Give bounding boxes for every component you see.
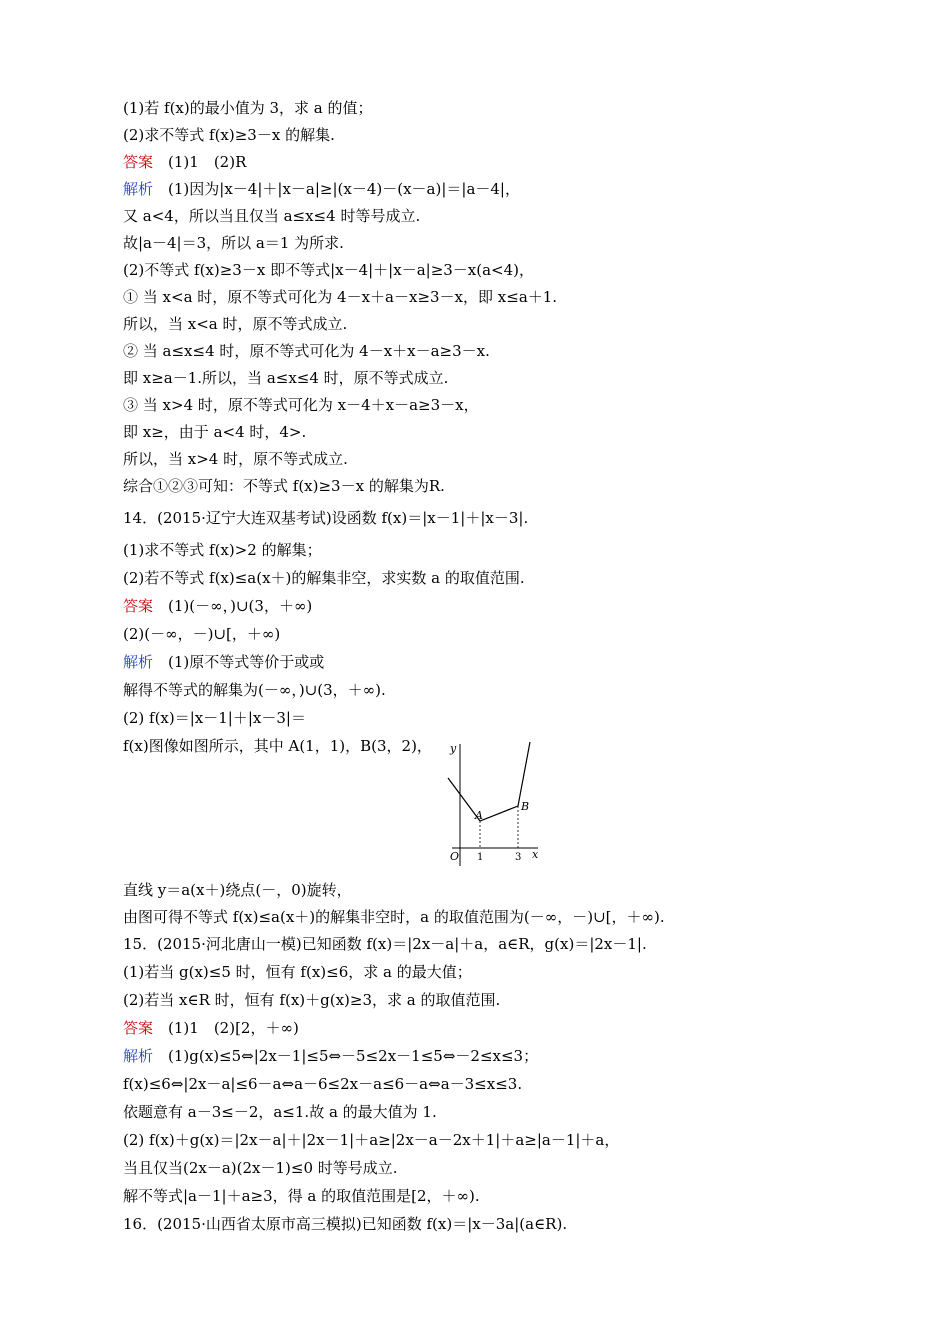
text-line: (2)求不等式 f(x)≥3－x 的解集. — [123, 126, 335, 144]
text-line: (2)不等式 f(x)≥3－x 即不等式|x－4|＋|x－a|≥3－x(a<4)， — [123, 261, 535, 279]
explanation-text: (1)原不等式等价于或或 — [168, 653, 325, 671]
text-line: (1)若当 g(x)≤5 时，恒有 f(x)≤6，求 a 的最大值； — [123, 963, 472, 981]
explanation-label: 解析 — [123, 653, 154, 671]
answer-text: (1)1 (2)R — [168, 153, 247, 171]
explanation-line — [123, 1046, 538, 1066]
answer-line — [123, 152, 246, 172]
text-line: 又 a<4，所以当且仅当 a≤x≤4 时等号成立. — [123, 207, 421, 225]
tick-3: 3 — [515, 852, 522, 863]
y-label: y — [450, 742, 457, 755]
text-line: 由图可得不等式 f(x)≤a(x＋)的解集非空时，a 的取值范围为(－∞，－)∪[，＋∞). — [123, 908, 665, 926]
text-line: 解不等式|a－1|＋a≥3，得 a 的取值范围是[2，＋∞). — [123, 1187, 480, 1205]
answer-text: (1)(－∞，)∪(3，＋∞) — [168, 597, 313, 615]
answer-label: 答案 — [123, 597, 154, 615]
answer-line — [123, 596, 312, 616]
explanation-line — [123, 652, 324, 672]
text-line: f(x)图像如图所示，其中 A(1，1)，B(3，2)， — [123, 737, 432, 755]
text-line: 故|a－4|＝3，所以 a＝1 为所求. — [123, 234, 344, 252]
explanation-text: (1)因为|x－4|＋|x－a|≥|(x－4)－(x－a)|＝|a－4|， — [168, 180, 520, 198]
text-line: 解得不等式的解集为(－∞，)∪(3，＋∞). — [123, 681, 386, 699]
answer-line — [123, 1018, 299, 1038]
answer-text: (1)1 (2)[2，＋∞) — [168, 1019, 299, 1037]
text-line: (1)若 f(x)的最小值为 3，求 a 的值； — [123, 99, 373, 117]
question-16: 16．(2015·山西省太原市高三模拟)已知函数 f(x)＝|x－3a|(a∈R). — [123, 1215, 568, 1233]
text-line: 直线 y＝a(x＋)绕点(－，0)旋转， — [123, 881, 352, 899]
question-14: 14．(2015·辽宁大连双基考试)设函数 f(x)＝|x－1|＋|x－3|. — [123, 509, 529, 527]
tick-1: 1 — [477, 852, 484, 863]
explanation-label: 解析 — [123, 1047, 154, 1065]
explanation-line — [123, 179, 520, 199]
text-line: (2) f(x)＋g(x)＝|2x－a|＋|2x－1|＋a≥|2x－a－2x＋1|＋a≥|a－1|＋a， — [123, 1131, 620, 1149]
text-line: (2)(－∞，－)∪[，＋∞) — [123, 625, 281, 643]
explanation-label: 解析 — [123, 180, 154, 198]
text-line: ② 当 a≤x≤4 时，原不等式可化为 4－x＋x－a≥3－x. — [123, 342, 490, 360]
text-line: (2) f(x)＝|x－1|＋|x－3|＝ — [123, 709, 306, 727]
explanation-text: (1)g(x)≤5⇔|2x－1|≤5⇔－5≤2x－1≤5⇔－2≤x≤3； — [168, 1047, 539, 1065]
function-graph-figure — [440, 738, 540, 870]
point-a-label: A — [475, 809, 483, 822]
text-line: (1)求不等式 f(x)>2 的解集； — [123, 541, 322, 559]
answer-label: 答案 — [123, 1019, 154, 1037]
text-line: 综合①②③可知：不等式 f(x)≥3－x 的解集为R. — [123, 477, 445, 495]
text-line: f(x)≤6⇔|2x－a|≤6－a⇔a－6≤2x－a≤6－a⇔a－3≤x≤3. — [123, 1075, 523, 1093]
text-line: 所以，当 x>4 时，原不等式成立. — [123, 450, 348, 468]
point-b-label: B — [521, 800, 530, 813]
x-label: x — [532, 848, 539, 861]
text-line: 所以，当 x<a 时，原不等式成立. — [123, 315, 348, 333]
origin-label: O — [450, 850, 460, 863]
text-line: ③ 当 x>4 时，原不等式可化为 x－4＋x－a≥3－x， — [123, 396, 479, 414]
text-line: 依题意有 a－3≤－2，a≤1.故 a 的最大值为 1. — [123, 1103, 437, 1121]
answer-label: 答案 — [123, 153, 154, 171]
text-line: (2)若当 x∈R 时，恒有 f(x)＋g(x)≥3，求 a 的取值范围. — [123, 991, 501, 1009]
text-line: ① 当 x<a 时，原不等式可化为 4－x＋a－x≥3－x，即 x≤a＋1. — [123, 288, 558, 306]
text-line: (2)若不等式 f(x)≤a(x＋)的解集非空，求实数 a 的取值范围. — [123, 569, 525, 587]
question-15: 15．(2015·河北唐山一模)已知函数 f(x)＝|2x－a|＋a，a∈R，g(x)＝|2x－1|. — [123, 935, 647, 953]
text-line: 即 x≥a－1.所以，当 a≤x≤4 时，原不等式成立. — [123, 369, 449, 387]
text-line: 当且仅当(2x－a)(2x－1)≤0 时等号成立. — [123, 1159, 398, 1177]
text-line: 即 x≥，由于 a<4 时，4>. — [123, 423, 307, 441]
